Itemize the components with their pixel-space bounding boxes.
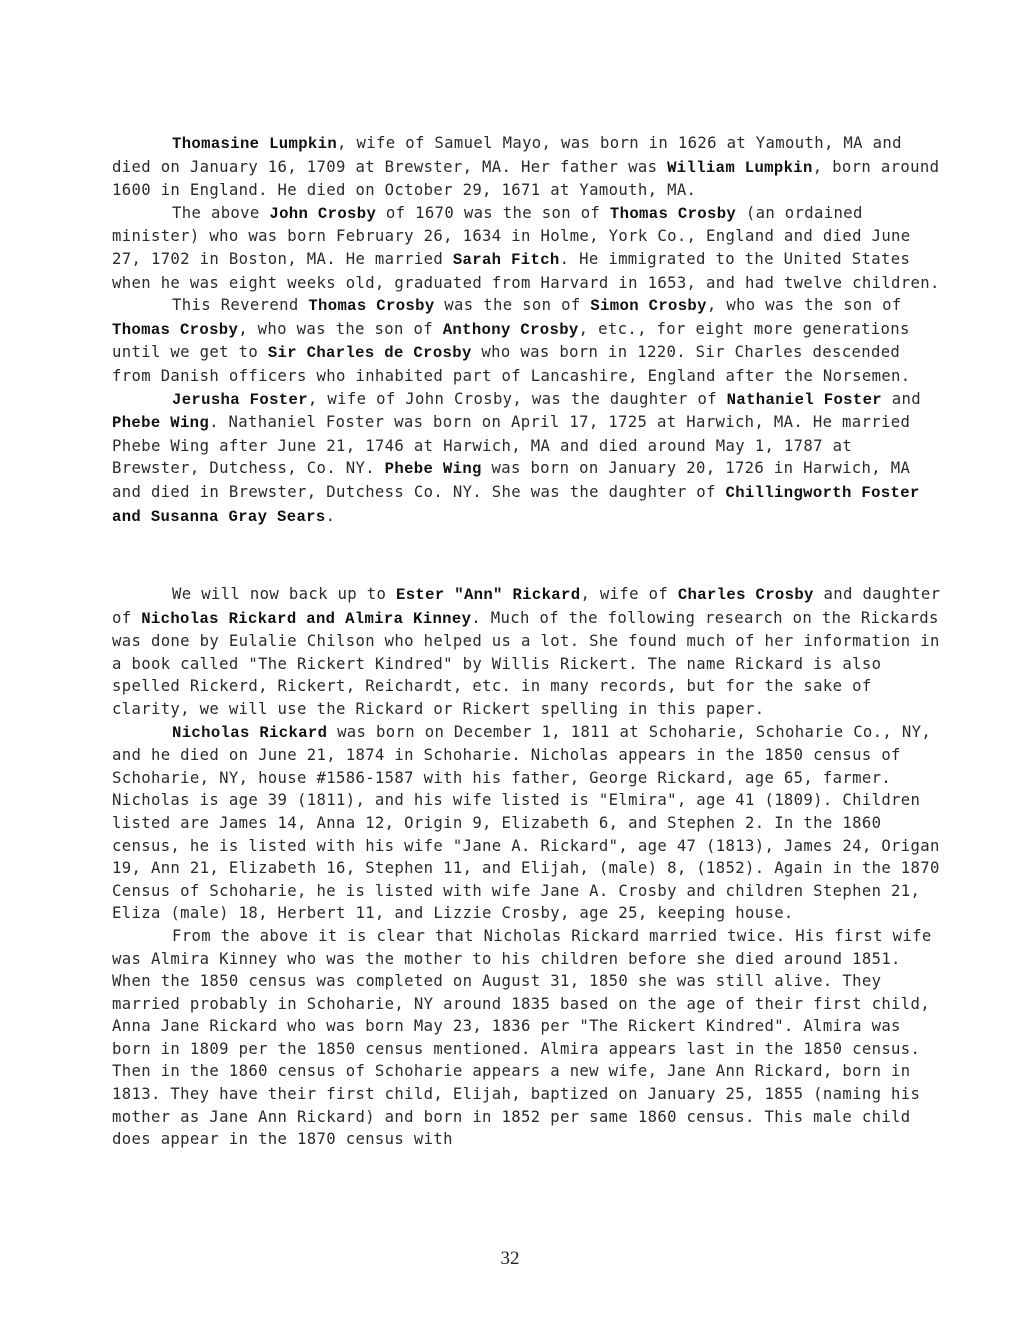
- text-run: , wife of Samuel Mayo, was born in 1626 at Yamouth, MA and died on January 16, 1709 at Brewster, MA. Her father was: [112, 134, 902, 176]
- text-run: and daughter of: [112, 585, 941, 627]
- text-run: was born on January 20, 1726 in Harwich, MA and died in Brewster, Dutchess Co. NY. She was the daughter of: [112, 459, 911, 501]
- text-run: .: [325, 506, 336, 525]
- bold-name: Thomasine Lumpkin: [172, 135, 338, 153]
- text-run: (an ordained minister) who was born February 26, 1634 in Holme, York Co., England and died June 27, 1702 in Boston, MA. He married: [112, 203, 911, 268]
- bold-name: Phebe Wing: [384, 460, 482, 479]
- bold-name: Nicholas Rickard and Almira Kinney: [141, 609, 472, 628]
- bold-name: John Crosby: [269, 204, 377, 223]
- bold-name: Simon Crosby: [590, 297, 707, 316]
- bold-name: Charles Crosby: [677, 586, 814, 604]
- bold-name: Anthony Crosby: [442, 320, 579, 339]
- text-run: We will now back up to: [172, 585, 396, 603]
- text-section-1: [112, 132, 946, 528]
- paragraph: [112, 583, 946, 721]
- page-number: 32: [500, 1248, 520, 1269]
- bold-name: Ester "Ann" Rickard: [395, 586, 581, 604]
- bold-name: Thomas Crosby: [609, 204, 737, 223]
- text-run: of 1670 was the son of: [376, 203, 610, 222]
- text-run: , wife of: [580, 585, 678, 603]
- text-run: . Much of the following research on the Rickards was done by Eulalie Chilson who helped us a lot. She found much of her information in a book called "The Rickert Kindred" by Willis Rickert. The name Rickard is also spelled Rickerd, Rickert, Reichardt, etc. in many records, but for the sake of clarity, we will use the Rickard or Rickert spelling in this paper.: [112, 608, 940, 718]
- bold-name: Thomas Crosby: [308, 297, 435, 316]
- text-run: who was born in 1220. Sir Charles descended from Danish officers who inhabited part of Lancashire, England after the Norsemen.: [112, 343, 911, 385]
- bold-name: Sir Charles de Crosby: [267, 344, 472, 363]
- text-run: and: [882, 389, 921, 408]
- text-run: , who was the son of: [706, 296, 902, 315]
- paragraph: [112, 132, 946, 202]
- bold-name: Chillingworth Foster and Susanna Gray Sears: [112, 483, 920, 526]
- text-section-2: [112, 583, 946, 1151]
- paragraph: [112, 388, 946, 529]
- paragraph: [112, 294, 946, 387]
- text-run: . He immigrated to the United States when he was eight weeks old, graduated from Harvard in 1653, and had twelve children.: [112, 249, 940, 292]
- paragraph: [112, 925, 946, 1151]
- text-run: was the son of: [434, 296, 591, 315]
- bold-name: Nicholas Rickard: [172, 723, 328, 742]
- text-run: . Nathaniel Foster was born on April 17, 1725 at Harwich, MA. He married Phebe Wing after June 21, 1746 at Harwich, MA and died around May 1, 1787 at Brewster, Dutchess, Co. NY.: [112, 413, 911, 478]
- bold-name: Jerusha Foster: [172, 390, 308, 409]
- bold-name: Thomas Crosby: [112, 320, 239, 339]
- text-run: , etc., for eight more generations until we get to: [112, 319, 910, 362]
- text-run: This Reverend: [172, 296, 309, 315]
- text-run: From the above it is clear that Nicholas Rickard married twice. His first wife was Almira Kinney who was the mother to his children before she died around 1851. When the 1850 census was completed on August 31, 1850 she was still alive. They married probably in Schoharie, NY around 1835 based on the age of their first child, Anna Jane Rickard who was born May 23, 1836 per "The Rickert Kindred". Almira was born in 1809 per the 1850 census mentioned. Almira appears last in the 1850 census. Then in the 1860 census of Schoharie appears a new wife, Jane Ann Rickard, born in 1813. They have their first child, Elijah, baptized on January 25, 1855 (naming his mother as Jane Ann Rickard) and born in 1852 per same 1860 census. This male child does appear in the 1870 census with: [112, 926, 932, 1149]
- text-run: , wife of John Crosby, was the daughter of: [307, 389, 727, 408]
- paragraph: [112, 202, 946, 294]
- bold-name: William Lumpkin: [667, 158, 813, 177]
- paragraph: [112, 721, 946, 925]
- text-run: , born around 1600 in England. He died on October 29, 1671 at Yamouth, MA.: [112, 157, 940, 200]
- text-run: , who was the son of: [238, 319, 443, 338]
- bold-name: Phebe Wing: [112, 414, 210, 433]
- text-run: was born on December 1, 1811 at Schoharie, Schoharie Co., NY, and he died on June 21, 1874 in Schoharie. Nicholas appears in the 1850 census of Schoharie, NY, house #1586-1587 with his father, George Rickard, age 65, farmer. Nicholas is age 39 (1811), and his wife listed is "Elmira", age 41 (1809). Children listed are James 14, Anna 12, Origin 9, Elizabeth 6, and Stephen 2. In the 1860 census, he is listed with his wife "Jane A. Rickard", age 47 (1813), James 24, Origan 19, Ann 21, Elizabeth 16, Stephen 11, and Elijah, (male) 8, (1852). Again in the 1870 Census of Schoharie, he is listed with wife Jane A. Crosby and children Stephen 21, Eliza (male) 18, Herbert 11, and Lizzie Crosby, age 25, keeping house.: [112, 722, 940, 923]
- text-run: The above: [172, 203, 270, 222]
- bold-name: Sarah Fitch: [452, 250, 560, 269]
- bold-name: Nathaniel Foster: [726, 390, 882, 409]
